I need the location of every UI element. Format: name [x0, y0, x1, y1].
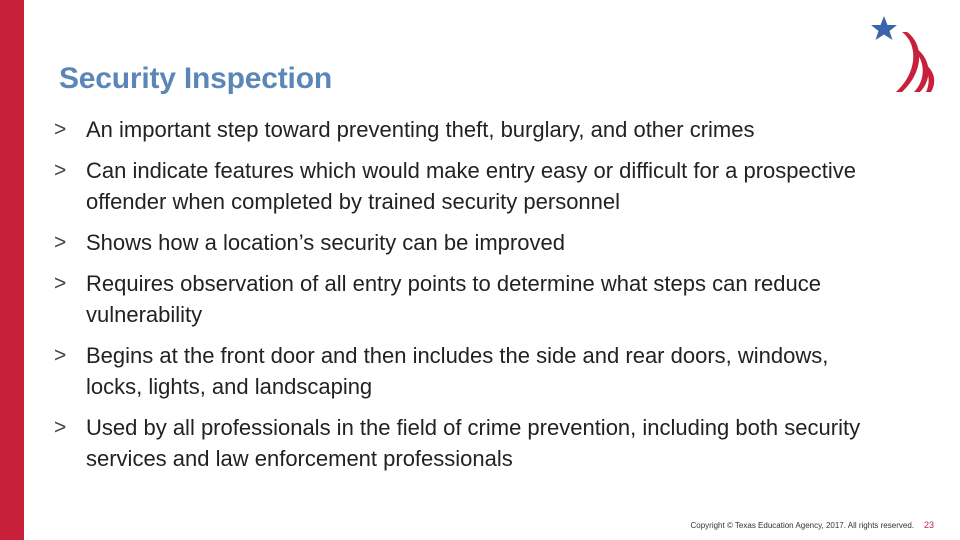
- slide-title: Security Inspection: [59, 62, 332, 95]
- list-item: [54, 114, 934, 145]
- bullet-marker: >: [54, 344, 67, 367]
- bullet-text: An important step toward preventing theft, burglary, and other crimes: [86, 117, 755, 142]
- bullet-text: Used by all professionals in the field of crime prevention, including both security services and law enforcement professionals: [86, 415, 861, 471]
- list-item: [54, 268, 934, 330]
- list-item: [54, 412, 934, 474]
- copyright-notice: Copyright © Texas Education Agency, 2017. All rights reserved.: [690, 521, 914, 530]
- bullet-text: Requires observation of all entry points to determine what steps can reduce vulnerability: [86, 271, 821, 327]
- bullet-list: [54, 114, 934, 484]
- bullet-text: Can indicate features which would make entry easy or difficult for a prospective offender when completed by trained security personnel: [86, 158, 856, 214]
- bullet-text: Begins at the front door and then includes the side and rear doors, windows, locks, lights, and landscaping: [86, 343, 829, 399]
- list-item: [54, 155, 934, 217]
- list-item: [54, 340, 934, 402]
- bullet-text: Shows how a location’s security can be improved: [86, 230, 565, 255]
- bullet-marker: >: [54, 159, 67, 182]
- left-accent-bar: [0, 0, 24, 540]
- slide-footer: [690, 520, 934, 530]
- bullet-marker: >: [54, 272, 67, 295]
- bullet-marker: >: [54, 231, 67, 254]
- bullet-marker: >: [54, 416, 67, 439]
- bullet-marker: >: [54, 118, 67, 141]
- star-and-stripes-logo-icon: [866, 14, 938, 98]
- list-item: [54, 227, 934, 258]
- page-number: 23: [923, 520, 934, 530]
